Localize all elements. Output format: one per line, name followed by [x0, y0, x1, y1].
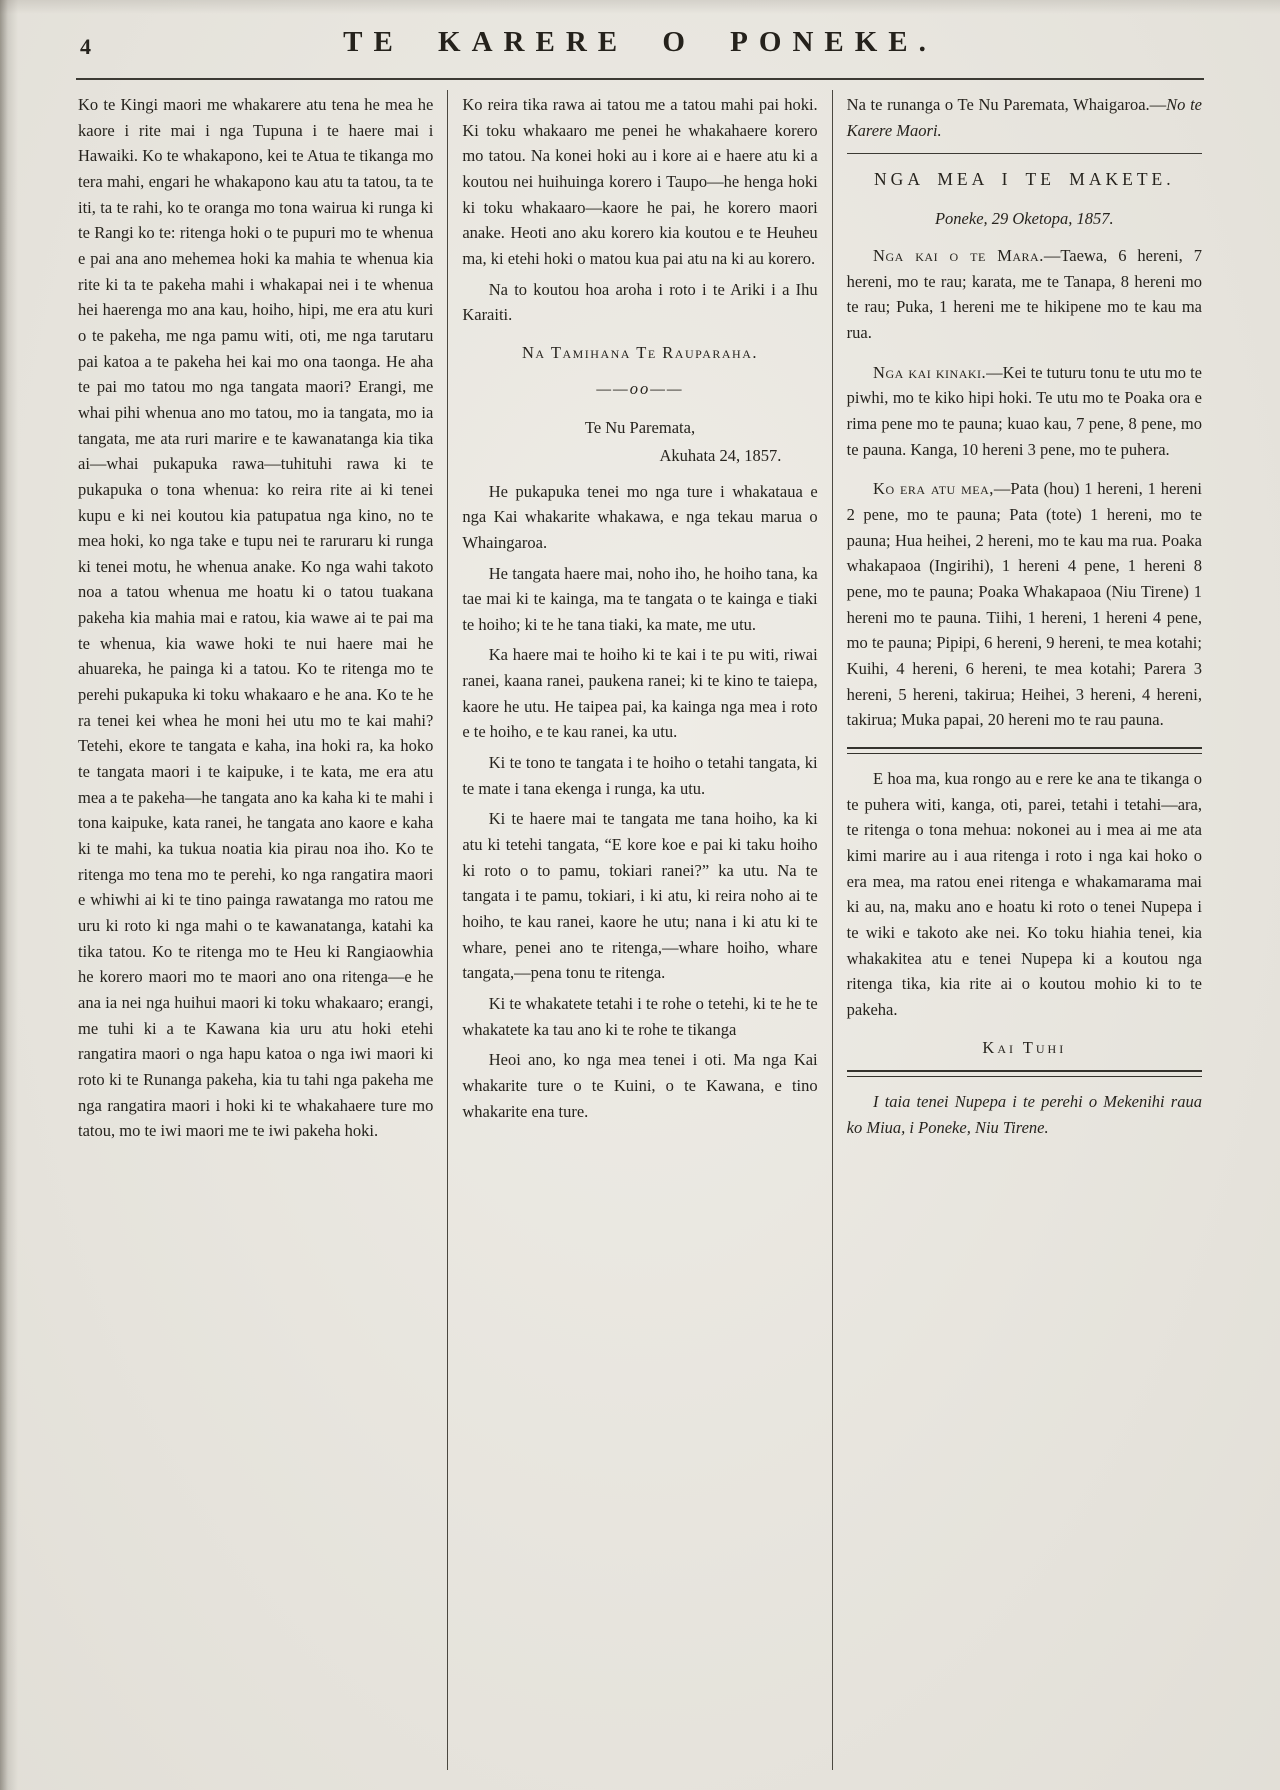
market-section-heading: NGA MEA I TE MAKETE. — [874, 169, 1175, 190]
market-item-meats — [847, 360, 1202, 463]
market-item-lead: Nga kai kinaki. — [873, 362, 987, 382]
market-item-text: —Taewa, 6 hereni, 7 hereni, mo te rau; karata, me te Tanapa, 8 hereni mo te rau; Puka, 1 hereni me te hikipene mo te kau ma rua. — [846, 246, 1202, 343]
market-item-other-goods — [847, 476, 1202, 733]
parliament-paragraph: Ki te whakatete tetahi i te rohe o tetehi, ki te he te whakatete ka tau ano ki te rohe te tikanga — [462, 994, 818, 1039]
columns-container — [76, 80, 1204, 1770]
column-1 — [76, 90, 447, 1770]
letter-signature: Na Tamihana Te Rauparaha. — [521, 342, 759, 362]
section-rule — [847, 153, 1202, 154]
column-2 — [447, 90, 832, 1770]
parliament-letter-heading: Te Nu Paremata, — [584, 418, 696, 438]
page-number: 4 — [80, 34, 91, 59]
market-dateline: Poneke, 29 Oketopa, 1857. — [934, 208, 1114, 228]
editor-signature: Kai Tuhi — [982, 1037, 1067, 1057]
letter-farewell-paragraph: Na to koutou hoa aroha i roto i te Ariki i a Ihu Karaiti. — [462, 279, 818, 325]
letter-closing-paragraph: Ko reira tika rawa ai tatou me a tatou mahi pai hoki. Ki toku whakaaro me penei he whakahaere korero mo tatou. Na konei hoki au i kore ai e haere atu ki a koutou nei huihuinga korero i Taupo—he henga hoki ki toku whakaaro—kaore he pai, he korero maori anake. Heoti ano aku korero kia koutou e te Heuheu ma, ki etehi hoki o matou kua pai atu na ki au korero. — [462, 95, 818, 268]
editor-note-paragraph: E hoa ma, kua rongo au e rere ke ana te tikanga o te puhera witi, kanga, oti, parei, tetahi i tetahi—ara, te ritenga o tona mehua: nokonei au i mea ai me ata kimi marire au i aua ritenga i roto i nga kai hoko o era mea, ma ratou enei ritenga e whakamarama mai ki au, na, maku ano e hoatu ki roto o tenei Nupepa i te wiki e takoto ake nei. Ko toku hiahia tenei, kia whakakitea atu e tenei Nupepa ki a koutou nga ritenga tika, kia rite ai o koutou mohio ki to te pakeha. — [846, 768, 1202, 1019]
parliament-paragraph: He tangata haere mai, noho iho, he hoiho tana, ka tae mai ki te kainga, ma te tangata o te kainga e tiaki te hoiho; ki te he tana tiaki, ka mate, me utu. — [462, 563, 818, 634]
section-divider: ——oo—— — [596, 378, 684, 398]
market-item-text: —Kei te tuturu tonu te utu mo te piwhi, mo te kiko hipi hoki. Te utu mo te Poaka ora e rima pene mo te pauna; kuao kau, 7 pene, 8 pene, mo te pauna. Kanga, 10 hereni 3 pene, mo te puhera. — [846, 362, 1202, 459]
page-header — [0, 0, 1280, 78]
market-item-lead: Ko era atu mea, — [873, 479, 994, 499]
attribution-source: No te Karere Maori. — [846, 95, 1202, 140]
attribution-text: Na te runanga o Te Nu Paremata, Whaigaroa.— — [846, 95, 1167, 114]
double-rule — [847, 747, 1202, 754]
article-continuation-text: Ko te Kingi maori me whakarere atu tena he mea he kaore i rite mai i nga Tupuna i te haere mai i Hawaiki. Ko te whakapono, kei te Atua te tikanga mo tera mahi, engari he whakapono kau atu ta tatou, ta te iti, ta te rahi, ko te oranga mo tona wairua ki runga ki te Rangi ko te: ritenga hoki o te pupuri mo te whenua e pai ana ano mehemea hoki ka mahia te whenua kia rite ki ta te pakeha mahi i whakapai nei i te whenua hei haerenga mo ana kau, hoiho, hipi, me era atu kuri o te pakeha, me nga pamu witi, oti, me nga tarutaru pai katoa a te pakeha hei kai mo ona taonga. He aha te pai mo tatou mo nga tangata maori? Erangi, me whai pihi whenua ano mo tatou, mo ia tangata, mo ia tangata, me ata ruri marire e te kawanatanga kia tika ai—whai pukapuka rawa—tuhituhi rawa ki te pukapuka o tona whenua: ko reira rite ai ki tenei kupu e ki nei koutou kia patupatua nga kino, no te mea hoki, ko nga take e tupu nei te raruraru ki runga ki tenei motu, he whenua anake. Ko nga wahi takoto noa a tatou whenua me hoatu ki o tatou tuakana pakeha kia mahia mai e ratou, kia wawe ai te pai ma te whenua, kia wawe hoki te nui haere mai he ahuareka, he painga ki a tatou. Ko te ritenga mo te perehi pukapuka ki toku whakaaro e he ana. Ko te he ra tenei kei whea he moni hei utu mo te kai mahi? Tetehi, ekore te tangata e kaha, ina hoki ra, ka hoko te tangata maori i te kaipuke, i te kata, me era atu mea a te pakeha—he tangata ano ka kaha ki te mahi i tona kaipuke, kata ranei, he tangata ano kaore e kaha ki te mahi, ka tukua noatia kia pirau noa iho. Ko te ritenga mo tena mo te perehi, ko nga rangatira maori e whiwhi ai ki te tino painga rawatanga mo ratou me uru ki roto ki nga mahi o te kawanatanga, katahi ka tika tatou. Ko te ritenga mo te Heu ki Rangiaowhia he korero maori mo te maori ano ona ritenga—e he ana ia nei nga huihui maori ki toku whakaaro; erangi, me tuhi ki a te Kawana kia uru atu hoki etehi rangatira maori o nga hapu katoa o nga iwi maori ki roto ki te Runanga pakeha, kia tu tahi nga pakeha me nga rangatira maori i hoki ki te whakahaere ture mo tatou, mo te iwi maori me te iwi pakeha hoki. — [78, 95, 434, 1141]
market-item-lead: Nga kai o te Mara. — [873, 246, 1044, 266]
column-3 — [833, 90, 1204, 1770]
attribution-line — [847, 92, 1202, 143]
parliament-letter-date: Akuhata 24, 1857. — [659, 445, 782, 465]
parliament-paragraph: Heoi ano, ko nga mea tenei i oti. Ma nga Kai whakarite ture o te Kuini, o te Kawana, e tino whakarite ena ture. — [462, 1050, 818, 1121]
market-item-text: —Pata (hou) 1 hereni, 1 hereni 2 pene, mo te pauna; Pata (tote) 1 hereni, mo te pauna; Hua heihei, 2 hereni, mo te kau ma rua. Poaka whakapaoa (Ingirihi), 1 hereni 4 pene, 1 hereni 8 pene, mo te pauna; Poaka Whakapaoa (Niu Tirene) 1 hereni mo te pauna. Tiihi, 1 hereni, 1 hereni 4 pene, mo te pauna; Pipipi, 6 hereni, 9 hereni, te mea kotahi; Kuihi, 4 hereni, 6 hereni, te mea kotahi; Parera 3 hereni, 5 hereni, takirua; Heihei, 3 hereni, 4 hereni, takirua; Muka papai, 20 hereni mo te rau pauna. — [846, 479, 1202, 730]
parliament-paragraph: Ka haere mai te hoiho ki te kai i te pu witi, riwai ranei, kaana ranei, paukena ranei; ki te kino te taiepa, kaore he utu. He taipea pai, ka kainga nga mea i roto e te hoiho, e te kau ranei, ka utu. — [462, 645, 818, 742]
imprint-colophon: I taia tenei Nupepa i te perehi o Mekenihi raua ko Miua, i Poneke, Niu Tirene. — [846, 1092, 1202, 1137]
newspaper-title: TE KARERE O PONEKE. — [343, 26, 937, 58]
parliament-paragraph: Ki te haere mai te tangata me tana hoiho, ka ki atu ki tetehi tangata, “E kore koe e pai ki taku hoiho ki roto o to pamu, tokiari ranei?” ka utu. Na te tangata i te pamu, tokiari, i ki atu, ki reira noho ai te hoiho, te kau ranei, kaore he utu; nana i ki atu ki te whare, penei ano te ritenga,—whare hoiho, whare tangata,—pena tonu te ritenga. — [462, 809, 818, 983]
double-rule — [847, 1070, 1202, 1077]
parliament-paragraph: He pukapuka tenei mo nga ture i whakataua e nga Kai whakarite whakawa, e nga tekau marua o Whaingaroa. — [462, 481, 818, 552]
parliament-paragraph: Ki te tono te tangata i te hoiho o tetahi tangata, ki te mate i tana ekenga i runga, ka utu. — [462, 753, 818, 798]
market-item-garden-produce — [847, 243, 1202, 346]
